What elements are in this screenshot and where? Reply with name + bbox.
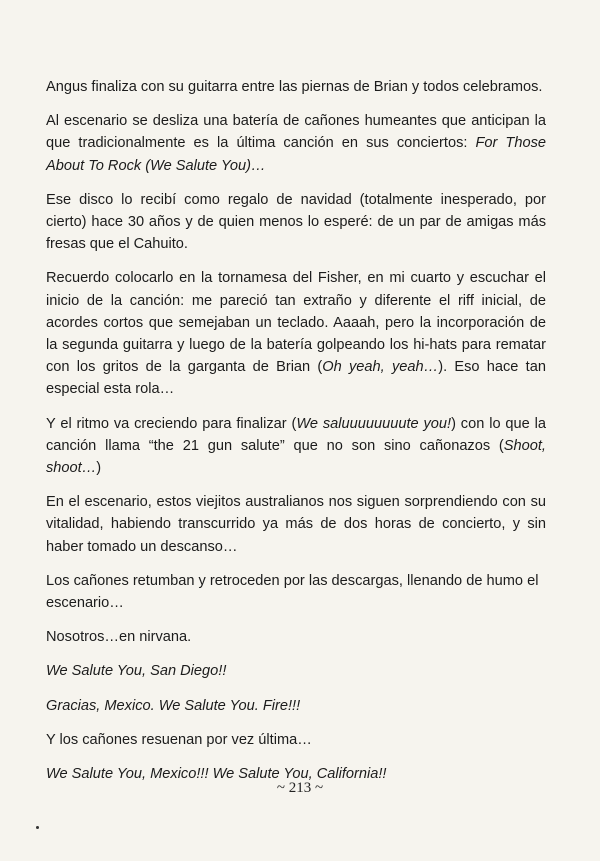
exclamation: We Salute You, Mexico!!! We Salute You, California!! bbox=[46, 766, 387, 783]
text-run: Recuerdo colocarlo en la tornamesa del Fisher, en mi cuarto y escuchar el inicio de la canción: me pareció tan extraño y diferente el riff inicial, de acordes cortos que semejaban un teclado. Aaaah, pero la incorporación de la segunda guitarra y luego de la batería golpeando los hi-hats para rematar con los gritos de la garganta de Brian ( bbox=[46, 270, 546, 376]
lyric-quote: We saluuuuuuuute you! bbox=[296, 415, 452, 432]
text-run: … bbox=[250, 157, 266, 174]
paragraph-3 bbox=[46, 189, 546, 256]
text-run: Angus finaliza con su guitarra entre las piernas de Brian y todos celebramos. bbox=[46, 79, 543, 95]
body-text bbox=[46, 76, 546, 797]
paragraph-7 bbox=[46, 570, 546, 614]
paragraph-2 bbox=[46, 110, 546, 177]
lyric-quote: Shoot, shoot… bbox=[46, 437, 546, 477]
text-run: ) bbox=[96, 460, 102, 477]
text-run: En el escenario, estos viejitos australianos nos siguen sorprendiendo con su vitalidad, habiendo transcurrido ya más de dos horas de concierto, y sin haber tomado un descanso… bbox=[46, 494, 546, 555]
text-run: Y el ritmo va creciendo para finalizar ( bbox=[46, 415, 297, 432]
exclamation: Gracias, Mexico. We Salute You. Fire!!! bbox=[46, 697, 301, 714]
text-run: Al escenario se desliza una batería de cañones humeantes que anticipan la que tradicionalmente es la última canción en sus conciertos: bbox=[46, 113, 546, 152]
paragraph-9 bbox=[46, 660, 546, 682]
text-run: ) con lo que la canción llama “the 21 gun salute” que no son sino cañonazos ( bbox=[46, 415, 546, 454]
paragraph-11 bbox=[46, 729, 546, 751]
paragraph-5 bbox=[46, 413, 546, 480]
paragraph-4 bbox=[46, 267, 546, 400]
paragraph-6 bbox=[46, 491, 546, 558]
paragraph-8 bbox=[46, 626, 546, 648]
exclamation: We Salute You, San Diego!! bbox=[46, 663, 227, 680]
text-run: Ese disco lo recibí como regalo de navidad (totalmente inesperado, por cierto) hace 30 años y de quien menos lo esperé: de un par de amigas más fresas que el Cahuito. bbox=[46, 191, 546, 253]
text-run: Y los cañones resuenan por vez última… bbox=[46, 731, 312, 748]
text-run: Los cañones retumban y retroceden por las descargas, llenando de humo el escenario… bbox=[46, 572, 539, 612]
ink-dot bbox=[36, 826, 39, 829]
text-run: Nosotros…en nirvana. bbox=[46, 629, 192, 646]
text-run: ). Eso hace tan especial esta rola… bbox=[46, 359, 546, 398]
page-number: ~ 213 ~ bbox=[276, 780, 324, 796]
song-title: For Those About To Rock (We Salute You) bbox=[46, 135, 546, 174]
paragraph-1 bbox=[46, 76, 546, 98]
paragraph-10 bbox=[46, 695, 546, 717]
lyric-quote: Oh yeah, yeah… bbox=[322, 359, 439, 376]
